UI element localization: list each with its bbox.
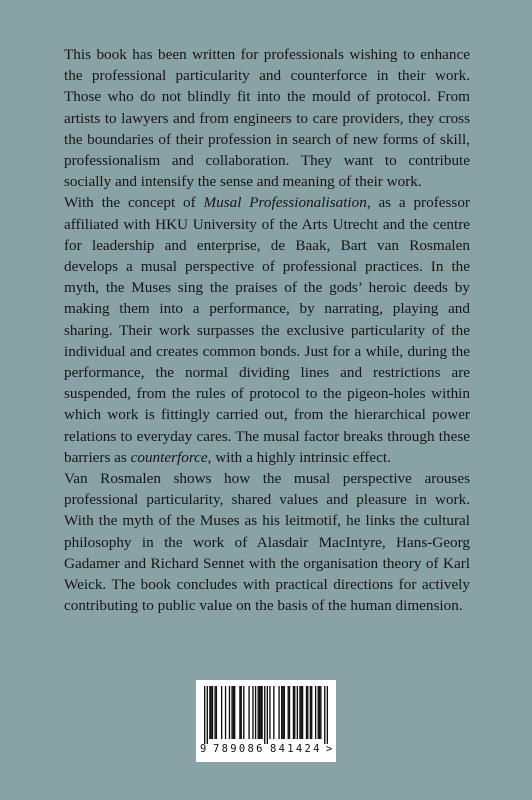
barcode-bar [282,686,283,739]
blurb-p2-intro: With the concept of [64,194,204,212]
barcode-bar [301,686,302,739]
barcode-bar [264,686,265,744]
barcode-bar [239,686,240,739]
barcode-bar [293,686,294,739]
barcode-bar [307,686,308,739]
barcode-bar [318,686,319,739]
blurb-p2-concept: Musal Professionalisation [203,194,367,212]
barcode-bar [221,686,222,739]
barcode-bar [248,686,249,739]
blurb-paragraph-3: Van Rosmalen shows how the musal perspective arouses professional particularity, shared values and pleasure in work. With the myth of the Muses as his leitmotif, he links the cultural philosophy in the work of Alasdair MacIntyre, Hans-Georg Gadamer and Richard Sennet with the organisation theory of Karl Weick. The book concludes with practical directions for actively contributing to public value on the basis of the human dimension. [64,470,470,615]
barcode-bar [255,686,256,739]
barcode-bars [204,686,328,744]
barcode-bar [267,686,268,744]
barcode-bar [258,686,259,739]
barcode-bar [284,686,285,739]
barcode-bar [315,686,316,739]
barcode-bar [320,686,321,739]
barcode-bar [310,686,311,739]
barcode-bar [281,686,282,739]
barcode-bar [204,686,205,744]
barcode-bar [294,686,295,739]
blurb-paragraph-1: This book has been written for professionals wishing to enhance the professional particularity and counterforce in their work. Those who do not blindly fit into the mould of protocol. From artists to lawyers and from engineers to care providers, they cross the boundaries of their profession in search of new forms of skill, professionalism and collaboration. They want to contribute socially and intensify the sense and meaning of their work. [64,46,470,191]
barcode-bar [302,686,303,739]
barcode-bar [327,686,328,744]
barcode-lead-digit: 9 [200,743,207,755]
barcode-bar [234,686,235,739]
barcode-digits [200,743,332,759]
barcode-bar [324,686,325,744]
barcode-bar [225,686,226,739]
barcode-group-2: 841424 [270,743,322,755]
barcode-bar [207,686,208,744]
barcode-bar [211,686,212,739]
blurb-paragraph-2 [64,192,470,468]
barcode-bar [261,686,262,739]
barcode-bar [297,686,298,739]
blurb-p2-end: , with a highly intrinsic effect. [207,448,391,466]
barcode-bar [278,686,279,739]
barcode-bar [214,686,215,739]
barcode-trail-mark: > [326,743,333,755]
barcode-group-1: 789086 [213,743,265,755]
barcode-bar [209,686,210,739]
barcode-bar [233,686,234,739]
barcode-bar [269,686,270,739]
barcode-bar [260,686,261,739]
barcode-bar [252,686,253,739]
barcode-bar [319,686,320,739]
blurb-p2-body: , as a professor affiliated with HKU University of the Arts Utrecht and the centre for leadership and enterprise, de Baak, Bart van Rosmalen develops a musal perspective of professional practices. In the myth, the Muses sing the praises of the gods’ heroic deeds by making them into a performance, by narrating, playing and sharing. Their work surpasses the exclusive particularity of the individual and creates common bonds. Just for a while, during the performance, the normal dividing lines and restrictions are suspended, from the rules of protocol to the pigeon-holes within which work is fittingly carried out, from the hierarchical power relations to everyday cares. The musal factor breaks through these barriers as [64,194,470,466]
barcode-bar [231,686,232,739]
barcode-bar [216,686,217,739]
barcode-bar [259,686,260,739]
isbn-barcode [196,680,336,762]
barcode-bar [273,686,274,739]
barcode-bar [299,686,300,739]
barcode-bar [311,686,312,739]
blurb-p2-counterforce: counterforce [130,448,208,466]
barcode-bar [306,686,307,739]
barcode-bar [241,686,242,739]
barcode-bar [288,686,289,739]
barcode-bar [289,686,290,739]
barcode-bar [212,686,213,739]
blurb-text [64,44,470,616]
barcode-bar [229,686,230,739]
barcode-bar [243,686,244,739]
